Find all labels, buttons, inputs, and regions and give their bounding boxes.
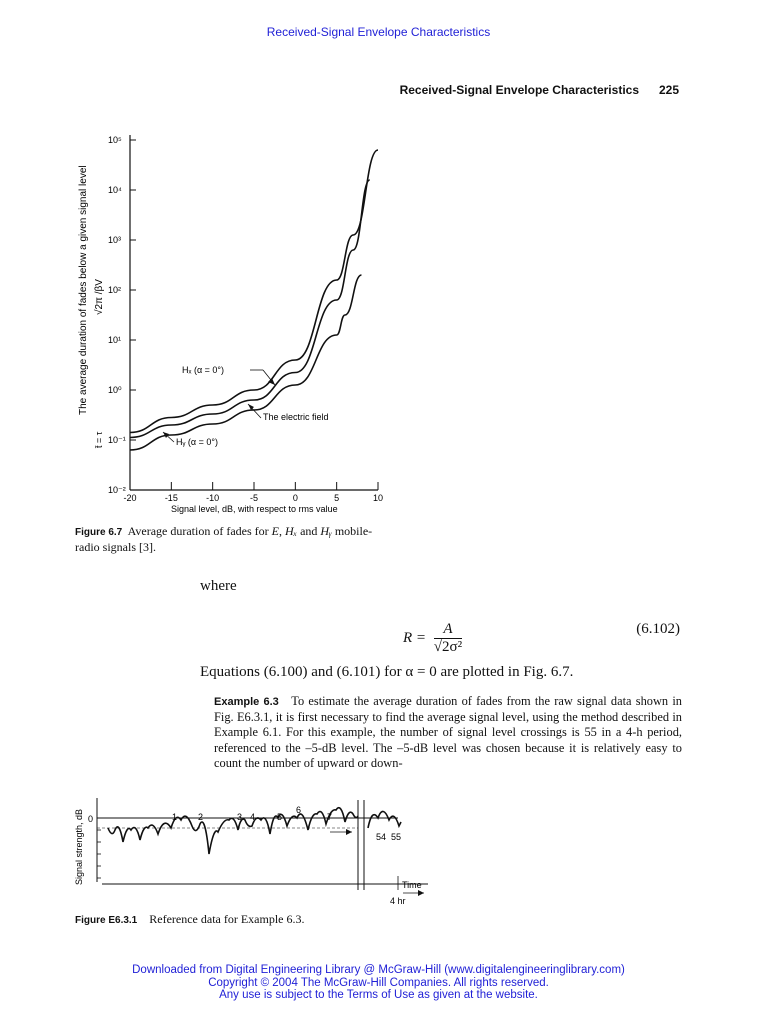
y-tick-label: 10⁰ [108, 385, 122, 395]
eq-lhs: R = [403, 629, 427, 646]
equation-number: (6.102) [636, 621, 680, 637]
signal-trace [108, 808, 358, 854]
crossing-label-2: 2 [198, 812, 204, 822]
y-axis-label: The average duration of fades below a given signal level [78, 165, 89, 415]
figure-6-7-chart [60, 120, 400, 520]
curve-label-hy: Hᵧ (α = 0°) [176, 437, 218, 447]
chart-axes [130, 135, 378, 490]
y-tick-label: 10⁻² [108, 485, 126, 495]
example-text: To estimate the average duration of fades from the raw signal data shown in Fig. E6.3.1, it is first necessary to find the average signal level, using the method described in Example 6.1. For this example, the number of signal level crossings is 55 in a 4-h period, referenced to the –5-dB level. The –5-dB level was chosen because it is relatively easy to count the number of upward or down- [214, 694, 683, 770]
x-tick-label: 10 [372, 493, 384, 503]
caption-text-1: Average duration of fades for [127, 524, 269, 538]
caption-var-hy: Hᵧ [320, 524, 332, 538]
y-tick-label: 10⁴ [108, 185, 122, 195]
fig2-caption-text: Reference data for Example 6.3. [149, 912, 305, 926]
y-axis-side-mark: t̄ = τ [94, 431, 104, 448]
y-tick-label: 10⁻¹ [108, 435, 126, 445]
series-hx-line [130, 150, 378, 433]
x-axis-label: Signal level, dB, with respect to rms value [171, 504, 338, 514]
y-tick-label: 10² [108, 285, 122, 295]
caption-text-2: mobile-radio signals [3]. [75, 524, 373, 554]
y-axis-formula: √2π /βV [94, 279, 105, 315]
eq-fraction [434, 621, 462, 656]
example-6-3 [214, 694, 682, 771]
crossing-label-5: 5 [277, 812, 283, 822]
crossing-label-6: 6 [296, 805, 302, 815]
crossing-label-55: 55 [391, 832, 402, 842]
caption-and: and [300, 524, 318, 538]
crossing-label-4: 4 [250, 812, 256, 822]
eq-numerator: A [434, 621, 462, 639]
footer-line-1[interactable]: Downloaded from Digital Engineering Library @ McGraw-Hill (www.digitalengineeringlibrary.com) [132, 964, 625, 976]
top-link[interactable]: Received-Signal Envelope Characteristics [266, 25, 491, 39]
running-title: Received-Signal Envelope Characteristics [399, 83, 639, 97]
caption-var-e: E [271, 524, 279, 538]
curve-label-electric-field: The electric field [263, 412, 329, 422]
equation-6-102 [403, 621, 462, 656]
signal-y-axis-label: Signal strength, dB [74, 808, 84, 885]
x-tick-label: 5 [334, 493, 340, 503]
y-tick-label: 10¹ [108, 335, 122, 345]
series-electric-field-line [130, 180, 370, 438]
footer-line-2: Copyright © 2004 The McGraw-Hill Companies. All rights reserved. [208, 976, 549, 989]
equations-sentence: Equations (6.100) and (6.101) for α = 0 are plotted in Fig. 6.7. [200, 664, 574, 680]
fig2-caption-label: Figure E6.3.1 [75, 915, 138, 926]
crossing-label-54: 54 [376, 832, 387, 842]
x-tick-label: -5 [249, 493, 259, 503]
crossing-label-7: 7 [327, 812, 333, 822]
eq-denominator: √2σ² [433, 639, 463, 655]
example-label: Example 6.3 [214, 696, 279, 708]
time-label: Time [402, 880, 422, 890]
y-tick-label: 10³ [108, 235, 122, 245]
zero-label: 0 [88, 814, 94, 824]
crossing-label-1: 1 [172, 812, 178, 822]
signal-trace-end [368, 811, 401, 828]
x-tick-label: 0 [292, 493, 298, 503]
x-tick-label: -20 [123, 493, 137, 503]
caption-var-hx: Hₓ [284, 524, 298, 538]
x-tick-label: -10 [206, 493, 220, 503]
series-hy-line [130, 275, 361, 450]
y-tick-label: 10⁵ [108, 135, 122, 145]
crossing-label-3: 3 [237, 812, 243, 822]
curve-label-hx: Hₓ (α = 0°) [182, 365, 225, 375]
duration-label: 4 hr [390, 896, 406, 906]
x-tick-label: -15 [164, 493, 178, 503]
caption-label: Figure 6.7 [75, 527, 123, 538]
figure-e6-3-1-caption [75, 912, 305, 927]
where-text: where [200, 578, 237, 594]
page-number: 225 [658, 83, 679, 97]
figure-e6-3-1-trace [68, 790, 468, 910]
figure-6-7-caption: Figure 6.7 Average duration of fades for E, Hₓ and Hᵧ mobile-radio signals [3]. [75, 524, 373, 554]
footer [0, 964, 757, 1002]
footer-line-3: Any use is subject to the Terms of Use as given at the website. [219, 989, 538, 1001]
